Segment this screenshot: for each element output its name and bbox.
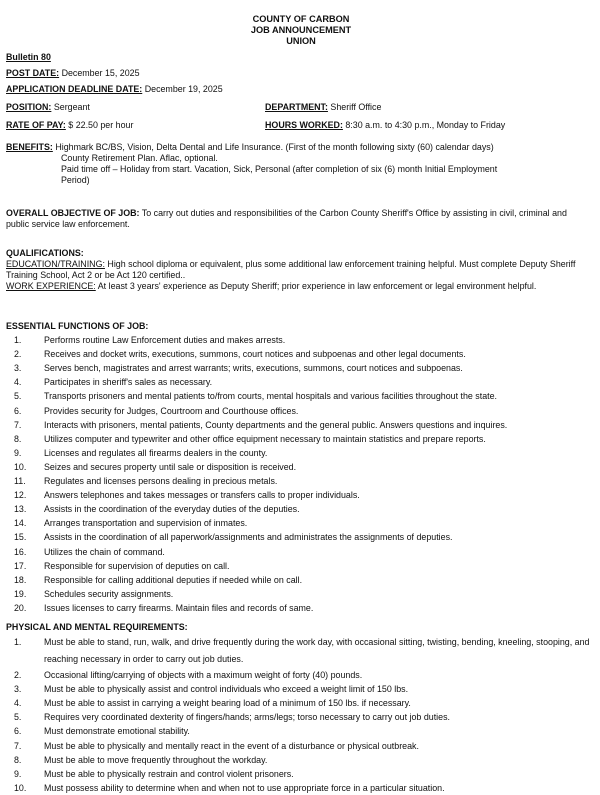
list-item: 2. Occasional lifting/carrying of objects with a maximum weight of forty (40) pounds. — [14, 670, 363, 681]
department-label: DEPARTMENT: — [265, 102, 328, 112]
objective-section — [6, 208, 590, 230]
education-label: EDUCATION/TRAINING: — [6, 258, 105, 269]
pay-label: RATE OF PAY: — [6, 120, 66, 130]
benefits-line-3: Paid time off – Holiday from start. Vacation, Sick, Personal (after completion of six (6) month Initial Employment — [61, 163, 498, 174]
header-job-announcement: JOB ANNOUNCEMENT — [250, 25, 352, 36]
list-item: 5. Transports prisoners and mental patients to/from courts, mental hospitals and various facilities throughout the state. — [14, 391, 498, 402]
objective-text: To carry out duties and responsibilities of the Carbon County Sheriff's Office by assisting in civil, criminal and public service law enforcement. — [6, 208, 567, 229]
list-item: 7. Must be able to physically and mentally react in the event of a disturbance or physical outbreak. — [14, 740, 419, 751]
list-item: 6. Provides security for Judges, Courtroom and Courthouse offices. — [14, 405, 299, 416]
education-paragraph — [6, 259, 598, 281]
list-item: 7. Interacts with prisoners, mental patients, County departments and the general public. Answers questions and inquires. — [14, 419, 508, 430]
pay-row — [6, 120, 596, 131]
list-item: 5. Requires very coordinated dexterity of fingers/hands; arms/legs; torso necessary to carry out job duties. — [14, 712, 450, 723]
benefits-line-4: Period) — [61, 174, 90, 185]
list-item: 13. Assists in the coordination of the everyday duties of the deputies. — [14, 504, 300, 515]
list-item: 1. Must be able to stand, run, walk, and drive frequently during the work day, with occasional sitting, twisting, bending, kneeling, stooping, and reaching necessary in order to carry out job duties. — [14, 637, 590, 665]
list-item: 6. Must demonstrate emotional stability. — [14, 726, 190, 737]
list-item: 20. Issues licenses to carry firearms. Maintain files and records of same. — [14, 602, 314, 613]
post-date-row — [6, 68, 596, 79]
benefits-label: BENEFITS: — [6, 142, 53, 152]
benefits-line-1: Highmark BC/BS, Vision, Delta Dental and Life Insurance. (First of the month following sixty (60) calendar days) — [55, 142, 494, 152]
header-county: COUNTY OF CARBON — [252, 14, 350, 24]
list-item: 19. Schedules security assignments. — [14, 588, 174, 599]
experience-label: WORK EXPERIENCE: — [6, 280, 96, 291]
department-value: Sheriff Office — [330, 102, 382, 112]
position-label: POSITION: — [6, 102, 52, 112]
hours-label: HOURS WORKED: — [265, 120, 343, 130]
list-item: 17. Responsible for supervision of deputies on call. — [14, 560, 230, 571]
header-union: UNION — [286, 36, 316, 47]
physical-requirements-label: PHYSICAL AND MENTAL REQUIREMENTS: — [6, 622, 188, 632]
list-item: 4. Participates in sheriff's sales as necessary. — [14, 377, 213, 388]
benefits-section — [6, 142, 596, 185]
hours-field — [265, 120, 505, 131]
list-item: 12. Answers telephones and takes messages or transfers calls to proper individuals. — [14, 490, 360, 501]
list-item: 16. Utilizes the chain of command. — [14, 546, 165, 557]
experience-paragraph — [6, 281, 598, 292]
list-item: 3. Must be able to physically assist and control individuals who exceed a weight limit of 150 lbs. — [14, 684, 409, 695]
post-date-label: POST DATE: — [6, 68, 60, 78]
list-item: 1. Performs routine Law Enforcement duties and makes arrests. — [14, 335, 286, 346]
qualifications-section — [6, 248, 598, 291]
list-item: 10. Seizes and secures property until sale or disposition is received. — [14, 461, 297, 472]
department-field — [265, 102, 381, 113]
essential-functions-list — [6, 333, 596, 615]
essential-functions-label: ESSENTIAL FUNCTIONS OF JOB: — [6, 321, 149, 331]
list-item: 3. Serves bench, magistrates and arrest warrants; writs, executions, summons, court notices and subpoenas. — [14, 363, 463, 374]
list-item: 8. Utilizes computer and typewriter and other office equipment necessary to maintain statistics and prepare reports. — [14, 433, 486, 444]
list-item: 4. Must be able to assist in carrying a weight bearing load of a minimum of 150 lbs. if necessary. — [14, 698, 411, 709]
list-item: 15. Assists in the coordination of all paperwork/assignments and administrates the assignments of deputies. — [14, 532, 453, 543]
deadline-label: APPLICATION DEADLINE DATE: — [6, 84, 143, 94]
document-header — [6, 14, 596, 47]
list-item: 9. Must be able to physically restrain and control violent prisoners. — [14, 768, 294, 779]
essential-functions-section — [6, 319, 596, 615]
experience-text: At least 3 years' experience as Deputy Sheriff; prior experience in law enforcement or legal environment helpful. — [97, 280, 537, 291]
education-text: High school diploma or equivalent, plus some additional law enforcement training helpful. Must complete Deputy Sheriff Training School, Act 2 or be Act 120 certified.. — [6, 258, 576, 280]
position-row — [6, 102, 596, 113]
hours-value: 8:30 a.m. to 4:30 p.m., Monday to Friday — [345, 120, 506, 130]
document-page — [6, 14, 596, 793]
physical-requirements-list — [6, 634, 596, 795]
deadline-value: December 19, 2025 — [144, 84, 223, 94]
position-value: Sergeant — [53, 102, 90, 112]
pay-value: $ 22.50 per hour — [68, 120, 134, 130]
list-item: 2. Receives and docket writs, executions, summons, court notices and subpoenas and other legal documents. — [14, 349, 466, 360]
list-item: 8. Must be able to move frequently throughout the workday. — [14, 754, 268, 765]
bulletin-number: Bulletin 80 — [6, 52, 51, 62]
benefits-line-2: County Retirement Plan. Aflac, optional. — [61, 152, 218, 163]
list-item: 11. Regulates and licenses persons dealing in precious metals. — [14, 476, 278, 487]
objective-label: OVERALL OBJECTIVE OF JOB: — [6, 208, 140, 218]
list-item: 14. Arranges transportation and supervision of inmates. — [14, 518, 248, 529]
post-date-value: December 15, 2025 — [61, 68, 140, 78]
list-item: 18. Responsible for calling additional deputies if needed while on call. — [14, 574, 303, 585]
list-item: 10. Must possess ability to determine when and when not to use appropriate force in a particular situation. — [14, 782, 445, 793]
physical-requirements-section — [6, 620, 596, 795]
qualifications-label: QUALIFICATIONS: — [6, 248, 84, 258]
list-item: 9. Licenses and regulates all firearms dealers in the county. — [14, 447, 268, 458]
deadline-row — [6, 84, 596, 95]
